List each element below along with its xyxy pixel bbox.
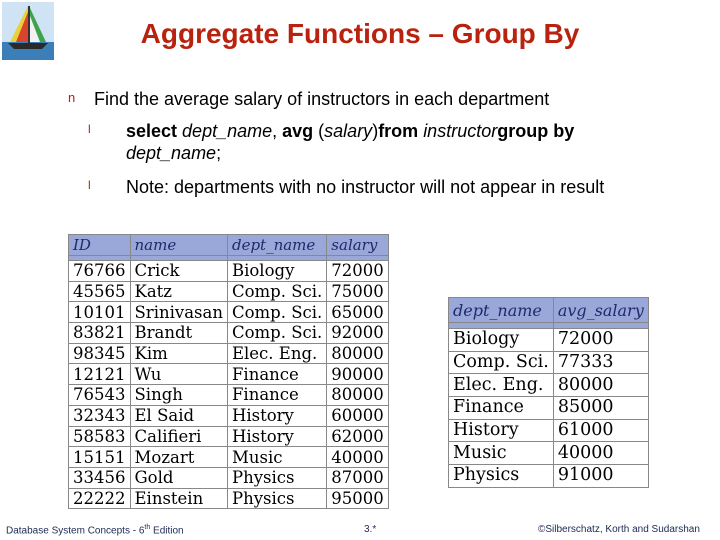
table-cell: Physics — [227, 467, 326, 488]
table-cell: History — [227, 426, 326, 447]
column-header: avg_salary — [553, 298, 648, 323]
sql-sep: , — [272, 121, 283, 141]
table-cell: Elec. Eng. — [227, 343, 326, 364]
table-cell: 83821 — [69, 323, 131, 344]
column-header: salary — [327, 235, 389, 256]
table-row — [449, 351, 649, 374]
table-cell: Comp. Sci. — [227, 323, 326, 344]
table-cell: Crick — [130, 261, 227, 282]
table-cell: 75000 — [327, 281, 389, 302]
table-row — [69, 364, 389, 385]
table-cell: 40000 — [553, 442, 648, 465]
table-cell: Physics — [449, 465, 554, 488]
table-cell: Kim — [130, 343, 227, 364]
table-cell: 90000 — [327, 364, 389, 385]
table-row — [449, 442, 649, 465]
table-cell: Finance — [449, 397, 554, 420]
table-row — [69, 302, 389, 323]
table-cell: El Said — [130, 405, 227, 426]
table-cell: Finance — [227, 385, 326, 406]
table-row — [449, 374, 649, 397]
table-cell: Biology — [449, 329, 554, 352]
table-cell: 98345 — [69, 343, 131, 364]
footer-copyright: ©Silberschatz, Korth and Sudarshan — [538, 524, 700, 535]
bullet-marker: n — [68, 90, 76, 105]
slide-title: Aggregate Functions – Group By — [140, 18, 580, 49]
table-cell: 62000 — [327, 426, 389, 447]
table-cell: 76766 — [69, 261, 131, 282]
column-header: dept_name — [227, 235, 326, 256]
table-cell: Singh — [130, 385, 227, 406]
sql-paren: ( — [318, 121, 325, 141]
table-cell: 87000 — [327, 467, 389, 488]
table-row — [449, 329, 649, 352]
table-row — [449, 397, 649, 420]
table-cell: 15151 — [69, 447, 131, 468]
table-row — [69, 343, 389, 364]
instructor-table — [68, 234, 389, 509]
sql-relation: instructor — [423, 121, 498, 141]
table-cell: 95000 — [327, 488, 389, 509]
sql-keyword-from: from — [378, 121, 424, 141]
table-cell: Mozart — [130, 447, 227, 468]
table-cell: Srinivasan — [130, 302, 227, 323]
table-cell: Biology — [227, 261, 326, 282]
sql-query — [126, 120, 666, 164]
table-row — [69, 281, 389, 302]
table-cell: Music — [227, 447, 326, 468]
table-cell: Comp. Sci. — [227, 281, 326, 302]
table-cell: Comp. Sci. — [227, 302, 326, 323]
table-cell: Elec. Eng. — [449, 374, 554, 397]
footer-sup: th — [144, 524, 151, 531]
table-cell: 45565 — [69, 281, 131, 302]
table-cell: 72000 — [553, 329, 648, 352]
table-cell: 65000 — [327, 302, 389, 323]
table-cell: 80000 — [327, 343, 389, 364]
table-cell: 91000 — [553, 465, 648, 488]
sub-bullet-marker: l — [88, 178, 91, 192]
table-cell: Finance — [227, 364, 326, 385]
sql-attr: salary — [324, 121, 373, 141]
table-cell: 85000 — [553, 397, 648, 420]
table-cell: Brandt — [130, 323, 227, 344]
footer-page: 3.* — [364, 524, 377, 535]
table-cell: 80000 — [553, 374, 648, 397]
column-header: dept_name — [449, 298, 554, 323]
table-cell: 32343 — [69, 405, 131, 426]
column-header: ID — [69, 235, 131, 256]
footer-edition: Edition — [150, 525, 184, 537]
sql-paren: ) — [372, 121, 379, 141]
table-cell: 72000 — [327, 261, 389, 282]
table-cell: 76543 — [69, 385, 131, 406]
table-row — [69, 467, 389, 488]
sql-semicolon: ; — [216, 143, 222, 163]
column-header: name — [130, 235, 227, 256]
table-cell: 92000 — [327, 323, 389, 344]
table-cell: Physics — [227, 488, 326, 509]
table-row — [69, 488, 389, 509]
table-row — [69, 405, 389, 426]
table-cell: Califieri — [130, 426, 227, 447]
table-cell: Gold — [130, 467, 227, 488]
table-cell: 77333 — [553, 351, 648, 374]
table-cell: Einstein — [130, 488, 227, 509]
sql-keyword-group-by: group by — [497, 121, 575, 141]
table-cell: Wu — [130, 364, 227, 385]
table-cell: Katz — [130, 281, 227, 302]
table-cell: 10101 — [69, 302, 131, 323]
sql-keyword-select: select — [126, 121, 183, 141]
sql-keyword-avg: avg — [282, 121, 319, 141]
footer-book: Database System Concepts - 6 — [6, 525, 145, 537]
main-bullet-text: Find the average salary of instructors in each department — [94, 89, 550, 109]
table-cell: 40000 — [327, 447, 389, 468]
table-cell: Comp. Sci. — [449, 351, 554, 374]
table-cell: 61000 — [553, 419, 648, 442]
table-row — [69, 323, 389, 344]
table-cell: History — [449, 419, 554, 442]
table-cell: 58583 — [69, 426, 131, 447]
table-row — [69, 447, 389, 468]
table-row — [69, 385, 389, 406]
table-cell: Music — [449, 442, 554, 465]
footer-left — [6, 524, 184, 536]
result-table — [448, 297, 649, 488]
sql-attr: dept_name — [126, 143, 217, 163]
table-cell: History — [227, 405, 326, 426]
table-row — [449, 465, 649, 488]
table-cell: 80000 — [327, 385, 389, 406]
table-cell: 22222 — [69, 488, 131, 509]
table-row — [69, 426, 389, 447]
sub-bullet-marker: l — [88, 122, 91, 136]
table-cell: 33456 — [69, 467, 131, 488]
table-row — [449, 419, 649, 442]
table-row — [69, 261, 389, 282]
note-text: Note: departments with no instructor will not appear in result — [126, 177, 605, 197]
table-cell: 60000 — [327, 405, 389, 426]
table-cell: 12121 — [69, 364, 131, 385]
sql-attr: dept_name — [182, 121, 273, 141]
